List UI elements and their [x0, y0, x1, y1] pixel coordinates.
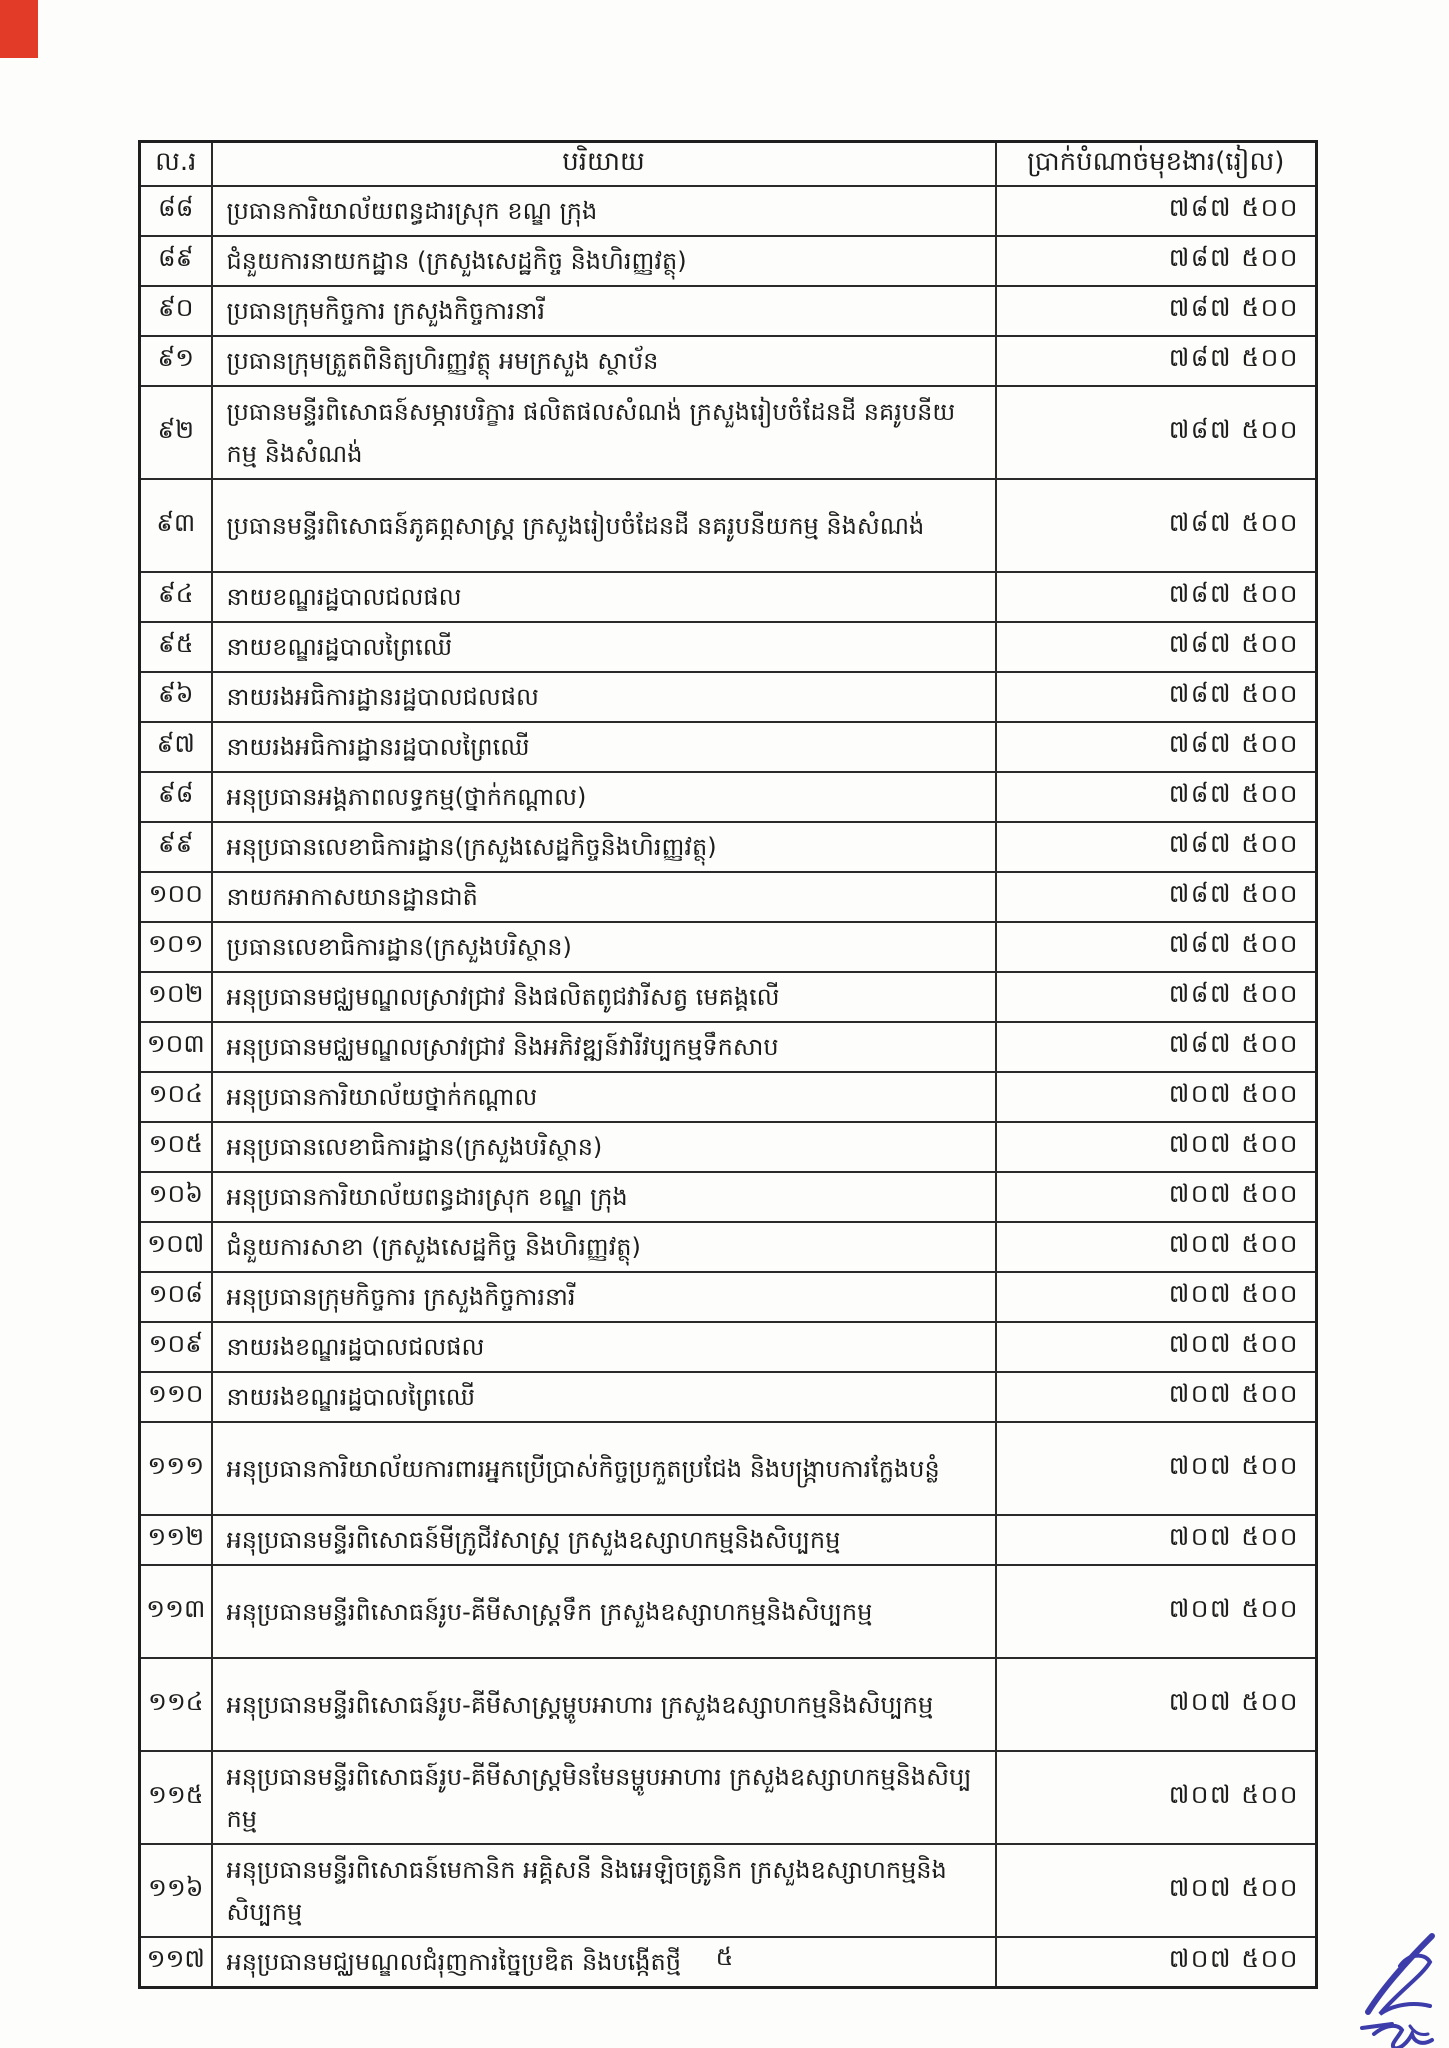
row-description: ប្រធានការិយាល័យពន្ធដារស្រុក ខណ្ឌ ក្រុង	[212, 186, 996, 236]
row-amount: ៧០៧ ៥០០	[996, 1172, 1317, 1222]
table-row	[140, 1172, 1317, 1222]
row-number: ១០៥	[140, 1122, 212, 1172]
table-row	[140, 1658, 1317, 1751]
row-description: នាយរងខណ្ឌរដ្ឋបាលជលផល	[212, 1322, 996, 1372]
row-number: ១១២	[140, 1515, 212, 1565]
table-row	[140, 1122, 1317, 1172]
row-number: ១០៩	[140, 1322, 212, 1372]
row-description: អនុប្រធានមជ្ឈមណ្ឌលស្រាវជ្រាវ និងអភិវឌ្ឍន៍វារីវប្បកម្មទឹកសាប	[212, 1022, 996, 1072]
row-number: ៨៨	[140, 186, 212, 236]
row-amount: ៧៨៧ ៥០០	[996, 672, 1317, 722]
row-amount: ៧០៧ ៥០០	[996, 1072, 1317, 1122]
table-row	[140, 1372, 1317, 1422]
row-amount: ៧៨៧ ៥០០	[996, 572, 1317, 622]
header-no: ល.រ	[140, 142, 212, 187]
row-amount: ៧០៧ ៥០០	[996, 1844, 1317, 1937]
table-row	[140, 772, 1317, 822]
row-description: ជំនួយការសាខា (ក្រសួងសេដ្ឋកិច្ច និងហិរញ្ញវត្ថុ)	[212, 1222, 996, 1272]
table-row	[140, 572, 1317, 622]
table-row	[140, 1322, 1317, 1372]
row-amount: ៧០៧ ៥០០	[996, 1937, 1317, 1988]
row-amount: ៧៨៧ ៥០០	[996, 622, 1317, 672]
row-description: អនុប្រធានមន្ទីរពិសោធន៍មីក្រូជីវសាស្ត្រ ក្រសួងឧស្សាហកម្មនិងសិប្បកម្ម	[212, 1515, 996, 1565]
table-header-row	[140, 142, 1317, 187]
table-row	[140, 236, 1317, 286]
row-amount: ៧០៧ ៥០០	[996, 1658, 1317, 1751]
row-description: នាយកអាកាសយានដ្ឋានជាតិ	[212, 872, 996, 922]
row-number: ៩៧	[140, 722, 212, 772]
row-number: ១១១	[140, 1422, 212, 1515]
row-number: ១១៥	[140, 1751, 212, 1844]
row-description: អនុប្រធានមន្ទីរពិសោធន៍រូប-គីមីសាស្ត្រមិនមែនម្ហូបអាហារ ក្រសួងឧស្សាហកម្មនិងសិប្បកម្ម	[212, 1751, 996, 1844]
table-row	[140, 1222, 1317, 1272]
row-amount: ៧០៧ ៥០០	[996, 1751, 1317, 1844]
table-row	[140, 922, 1317, 972]
row-description: ប្រធានក្រុមកិច្ចការ ក្រសួងកិច្ចការនារី	[212, 286, 996, 336]
row-number: ១០២	[140, 972, 212, 1022]
row-description: អនុប្រធានអង្គភាពលទ្ធកម្ម(ថ្នាក់កណ្តាល)	[212, 772, 996, 822]
red-corner-mark	[0, 0, 38, 58]
row-description: អនុប្រធានលេខាធិការដ្ឋាន(ក្រសួងបរិស្ថាន)	[212, 1122, 996, 1172]
row-amount: ៧៨៧ ៥០០	[996, 286, 1317, 336]
row-description: អនុប្រធានការិយាល័យពន្ធដារស្រុក ខណ្ឌ ក្រុង	[212, 1172, 996, 1222]
row-number: ១០៤	[140, 1072, 212, 1122]
table-row	[140, 1272, 1317, 1322]
row-amount: ៧៨៧ ៥០០	[996, 722, 1317, 772]
row-amount: ៧៨៧ ៥០០	[996, 772, 1317, 822]
row-amount: ៧៨៧ ៥០០	[996, 479, 1317, 572]
row-number: ៩១	[140, 336, 212, 386]
row-number: ១០៦	[140, 1172, 212, 1222]
row-number: ៩៥	[140, 622, 212, 672]
row-number: ១០៧	[140, 1222, 212, 1272]
row-description: នាយខណ្ឌរដ្ឋបាលជលផល	[212, 572, 996, 622]
row-amount: ៧៨៧ ៥០០	[996, 822, 1317, 872]
row-number: ១១៣	[140, 1565, 212, 1658]
row-amount: ៧០៧ ៥០០	[996, 1272, 1317, 1322]
table-row	[140, 822, 1317, 872]
table-body	[140, 186, 1317, 1988]
row-description: ប្រធានមន្ទីរពិសោធន៍សម្ភារបរិក្ខារ ផលិតផលសំណង់ ក្រសួងរៀបចំដែនដី នគរូបនីយកម្ម និងសំណង់	[212, 386, 996, 479]
row-description: អនុប្រធានការិយាល័យការពារអ្នកប្រើប្រាស់កិច្ចប្រកួតប្រជែង និងបង្ក្រាបការក្លែងបន្លំ	[212, 1422, 996, 1515]
row-description: ប្រធានលេខាធិការដ្ឋាន(ក្រសួងបរិស្ថាន)	[212, 922, 996, 972]
table-row	[140, 1751, 1317, 1844]
table-row	[140, 672, 1317, 722]
row-number: ១០១	[140, 922, 212, 972]
row-description: នាយរងខណ្ឌរដ្ឋបាលព្រៃឈើ	[212, 1372, 996, 1422]
row-amount: ៧០៧ ៥០០	[996, 1222, 1317, 1272]
allowance-table	[138, 140, 1318, 1989]
row-amount: ៧៨៧ ៥០០	[996, 186, 1317, 236]
row-amount: ៧០៧ ៥០០	[996, 1372, 1317, 1422]
row-description: នាយខណ្ឌរដ្ឋបាលព្រៃឈើ	[212, 622, 996, 672]
row-number: ១១០	[140, 1372, 212, 1422]
row-description: នាយរងអធិការដ្ឋានរដ្ឋបាលព្រៃឈើ	[212, 722, 996, 772]
row-amount: ៧៨៧ ៥០០	[996, 872, 1317, 922]
table-row	[140, 1072, 1317, 1122]
row-description: ជំនួយការនាយកដ្ឋាន (ក្រសួងសេដ្ឋកិច្ច និងហិរញ្ញវត្ថុ)	[212, 236, 996, 286]
table-row	[140, 722, 1317, 772]
row-description: អនុប្រធានក្រុមកិច្ចការ ក្រសួងកិច្ចការនារី	[212, 1272, 996, 1322]
row-description: អនុប្រធានការិយាល័យថ្នាក់កណ្តាល	[212, 1072, 996, 1122]
row-amount: ៧៨៧ ៥០០	[996, 1022, 1317, 1072]
row-number: ៩៦	[140, 672, 212, 722]
table-row	[140, 386, 1317, 479]
table-row	[140, 1565, 1317, 1658]
row-amount: ៧០៧ ៥០០	[996, 1122, 1317, 1172]
table-row	[140, 336, 1317, 386]
table-row	[140, 1022, 1317, 1072]
row-number: ១០៣	[140, 1022, 212, 1072]
row-description: អនុប្រធានមន្ទីរពិសោធន៍មេកានិក អគ្គិសនី និងអេឡិចត្រូនិក ក្រសួងឧស្សាហកម្មនិងសិប្បកម្ម	[212, 1844, 996, 1937]
table-row	[140, 622, 1317, 672]
row-number: ៩៨	[140, 772, 212, 822]
row-description: អនុប្រធានមន្ទីរពិសោធន៍រូប-គីមីសាស្ត្រទឹក ក្រសួងឧស្សាហកម្មនិងសិប្បកម្ម	[212, 1565, 996, 1658]
row-number: ៩៤	[140, 572, 212, 622]
table-row	[140, 1844, 1317, 1937]
row-number: ៩០	[140, 286, 212, 336]
row-amount: ៧៨៧ ៥០០	[996, 972, 1317, 1022]
row-amount: ៧០៧ ៥០០	[996, 1515, 1317, 1565]
row-number: ៩៣	[140, 479, 212, 572]
row-number: ៩៩	[140, 822, 212, 872]
table-row	[140, 1515, 1317, 1565]
row-amount: ៧៨៧ ៥០០	[996, 336, 1317, 386]
row-description: អនុប្រធានមជ្ឈមណ្ឌលជំរុញការច្នៃប្រឌិត និងបង្កើតថ្មី	[212, 1937, 996, 1988]
table-row	[140, 186, 1317, 236]
table-row	[140, 479, 1317, 572]
row-description: ប្រធានក្រុមត្រួតពិនិត្យហិរញ្ញវត្ថុ អមក្រសួង ស្ថាប័ន	[212, 336, 996, 386]
row-number: ១១៦	[140, 1844, 212, 1937]
header-amount: ប្រាក់បំណាច់មុខងារ(រៀល)	[996, 142, 1317, 187]
row-amount: ៧០៧ ៥០០	[996, 1322, 1317, 1372]
row-amount: ៧៨៧ ៥០០	[996, 922, 1317, 972]
row-number: ១១៧	[140, 1937, 212, 1988]
row-amount: ៧៨៧ ៥០០	[996, 386, 1317, 479]
row-description: នាយរងអធិការដ្ឋានរដ្ឋបាលជលផល	[212, 672, 996, 722]
row-amount: ៧០៧ ៥០០	[996, 1422, 1317, 1515]
row-number: ១០៨	[140, 1272, 212, 1322]
row-amount: ៧៨៧ ៥០០	[996, 236, 1317, 286]
signature-scribble-icon	[1340, 1930, 1449, 2048]
row-description: អនុប្រធានលេខាធិការដ្ឋាន(ក្រសួងសេដ្ឋកិច្ចនិងហិរញ្ញវត្ថុ)	[212, 822, 996, 872]
row-number: ៩២	[140, 386, 212, 479]
table-row	[140, 872, 1317, 922]
row-number: ៨៩	[140, 236, 212, 286]
row-number: ១១៤	[140, 1658, 212, 1751]
row-description: អនុប្រធានមន្ទីរពិសោធន៍រូប-គីមីសាស្ត្រម្ហូបអាហារ ក្រសួងឧស្សាហកម្មនិងសិប្បកម្ម	[212, 1658, 996, 1751]
table-row	[140, 972, 1317, 1022]
header-description: បរិយាយ	[212, 142, 996, 187]
row-amount: ៧០៧ ៥០០	[996, 1565, 1317, 1658]
table-row	[140, 286, 1317, 336]
row-number: ១០០	[140, 872, 212, 922]
row-description: អនុប្រធានមជ្ឈមណ្ឌលស្រាវជ្រាវ និងផលិតពូជវារីសត្វ មេគង្គលើ	[212, 972, 996, 1022]
table-row	[140, 1422, 1317, 1515]
page-number: ៥	[715, 1942, 734, 1971]
row-description: ប្រធានមន្ទីរពិសោធន៍ភូគព្ភសាស្ត្រ ក្រសួងរៀបចំដែនដី នគរូបនីយកម្ម និងសំណង់	[212, 479, 996, 572]
